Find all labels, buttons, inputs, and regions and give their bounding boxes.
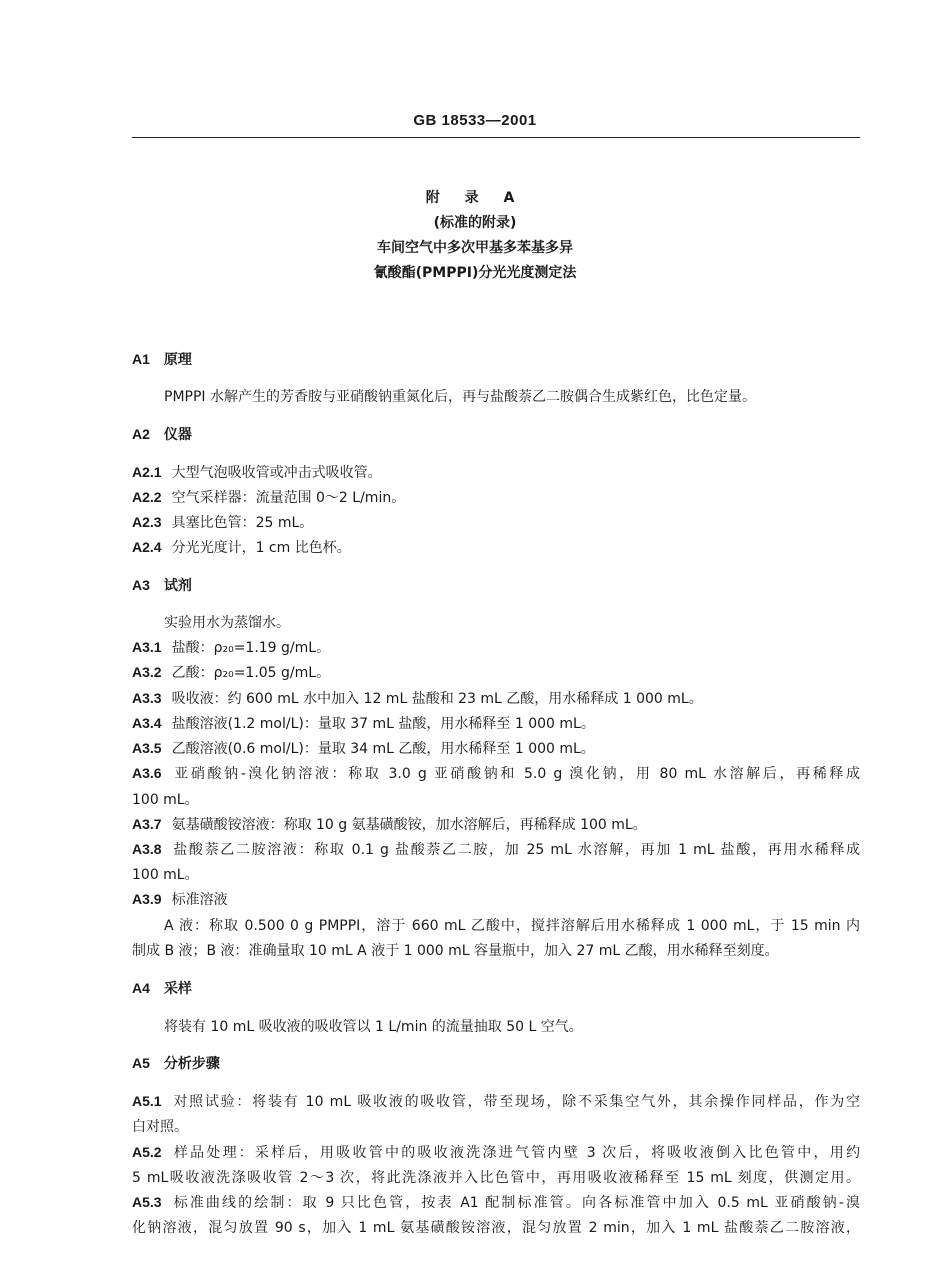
section-title: 仪器 [163, 427, 192, 443]
section-a3-heading [132, 575, 192, 595]
section-title: 分析步骤 [163, 1056, 220, 1072]
clause-a3-7: A3.7 氨基磺酸铵溶液：称取 10 g 氨基磺酸铵，加水溶解后，再稀释成 100 mL。 [132, 816, 647, 833]
clause-a3-4: A3.4 盐酸溶液(1.2 mol/L)：量取 37 mL 盐酸，用水稀释至 1 000 mL。 [132, 715, 595, 732]
clause-a5-3: A5.3 标准曲线的绘制：取 9 只比色管，按表 A1 配制标准管。向各标准管中加入 0.5 mL 亚硝酸钠-溴 [132, 1194, 860, 1211]
section-number: A5 [132, 1055, 150, 1071]
section-number: A2 [132, 426, 150, 442]
section-a5-heading [132, 1053, 220, 1073]
clause-a3-9: A3.9 标准溶液 [132, 891, 228, 908]
appendix-heading-line2: 氰酸酯(PMPPI)分光光度测定法 [373, 265, 577, 281]
clause-a2-4: A2.4 分光光度计，1 cm 比色杯。 [132, 539, 351, 556]
clause-a5-3-continued: 化钠溶液，混匀放置 90 s，加入 1 mL 氨基磺酸铵溶液，混匀放置 2 min，加入 1 mL 盐酸萘乙二胺溶液， [132, 1220, 860, 1236]
section-a2-heading [132, 424, 192, 444]
clause-a5-2-continued: 5 mL吸收液洗涤吸收管 2～3 次，将此洗涤液并入比色管中，再用吸收液稀释至 15 mL 刻度，供测定用。 [132, 1170, 860, 1186]
a1-text: PMPPI 水解产生的芳香胺与亚硝酸钠重氮化后，再与盐酸萘乙二胺偶合生成紫红色，比色定量。 [164, 389, 756, 405]
clause-a2-2: A2.2 空气采样器：流量范围 0～2 L/min。 [132, 489, 406, 506]
clause-a2-1: A2.1 大型气泡吸收管或冲击式吸收管。 [132, 464, 382, 481]
section-title: 试剂 [163, 578, 192, 594]
section-number: A1 [132, 351, 150, 367]
clause-a3-6: A3.6 亚硝酸钠-溴化钠溶液：称取 3.0 g 亚硝酸钠和 5.0 g 溴化钠，用 80 mL 水溶解后，再稀释成 [132, 765, 860, 782]
clause-a3-3: A3.3 吸收液：约 600 mL 水中加入 12 mL 盐酸和 23 mL 乙酸，用水稀释成 1 000 mL。 [132, 690, 703, 707]
section-number: A3 [132, 577, 150, 593]
section-number: A4 [132, 980, 150, 996]
a4-text: 将装有 10 mL 吸收液的吸收管以 1 L/min 的流量抽取 50 L 空气。 [164, 1019, 583, 1035]
appendix-heading-line1: 车间空气中多次甲基多苯基多异 [377, 240, 573, 256]
clause-a3-6-continued: 100 mL。 [132, 792, 199, 808]
clause-a5-1: A5.1 对照试验：将装有 10 mL 吸收液的吸收管，带至现场，除不采集空气外，其余操作同样品，作为空 [132, 1093, 860, 1110]
standard-solution-line1: A 液：称取 0.500 0 g PMPPI，溶于 660 mL 乙酸中，搅拌溶解后用水稀释成 1 000 mL，于 15 min 内 [164, 918, 860, 934]
clause-a3-8-continued: 100 mL。 [132, 867, 199, 883]
clause-a3-8: A3.8 盐酸萘乙二胺溶液：称取 0.1 g 盐酸萘乙二胺，加 25 mL 水溶解，再加 1 mL 盐酸，再用水稀释成 [132, 841, 860, 858]
section-a1-heading [132, 349, 192, 369]
header-rule [132, 137, 860, 138]
appendix-title: 附 录 A [425, 190, 525, 206]
a3-intro: 实验用水为蒸馏水。 [164, 615, 290, 631]
clause-a3-2: A3.2 乙酸：ρ₂₀=1.05 g/mL。 [132, 664, 331, 681]
appendix-subtitle: (标准的附录) [433, 215, 517, 231]
section-title: 原理 [163, 352, 192, 368]
standard-code: GB 18533—2001 [413, 112, 537, 129]
clause-a5-2: A5.2 样品处理：采样后，用吸收管中的吸收液洗涤进气管内壁 3 次后，将吸收液倒入比色管中，用约 [132, 1144, 860, 1161]
section-a4-heading [132, 978, 192, 998]
clause-a5-1-continued: 白对照。 [132, 1119, 188, 1135]
section-title: 采样 [163, 981, 192, 997]
clause-a2-3: A2.3 具塞比色管：25 mL。 [132, 514, 314, 531]
clause-a3-5: A3.5 乙酸溶液(0.6 mol/L)：量取 34 mL 乙酸，用水稀释至 1 000 mL。 [132, 740, 595, 757]
standard-solution-line2: 制成 B 液；B 液：准确量取 10 mL A 液于 1 000 mL 容量瓶中，加入 27 mL 乙酸，用水稀释至刻度。 [132, 943, 779, 959]
clause-a3-1: A3.1 盐酸：ρ₂₀=1.19 g/mL。 [132, 639, 331, 656]
